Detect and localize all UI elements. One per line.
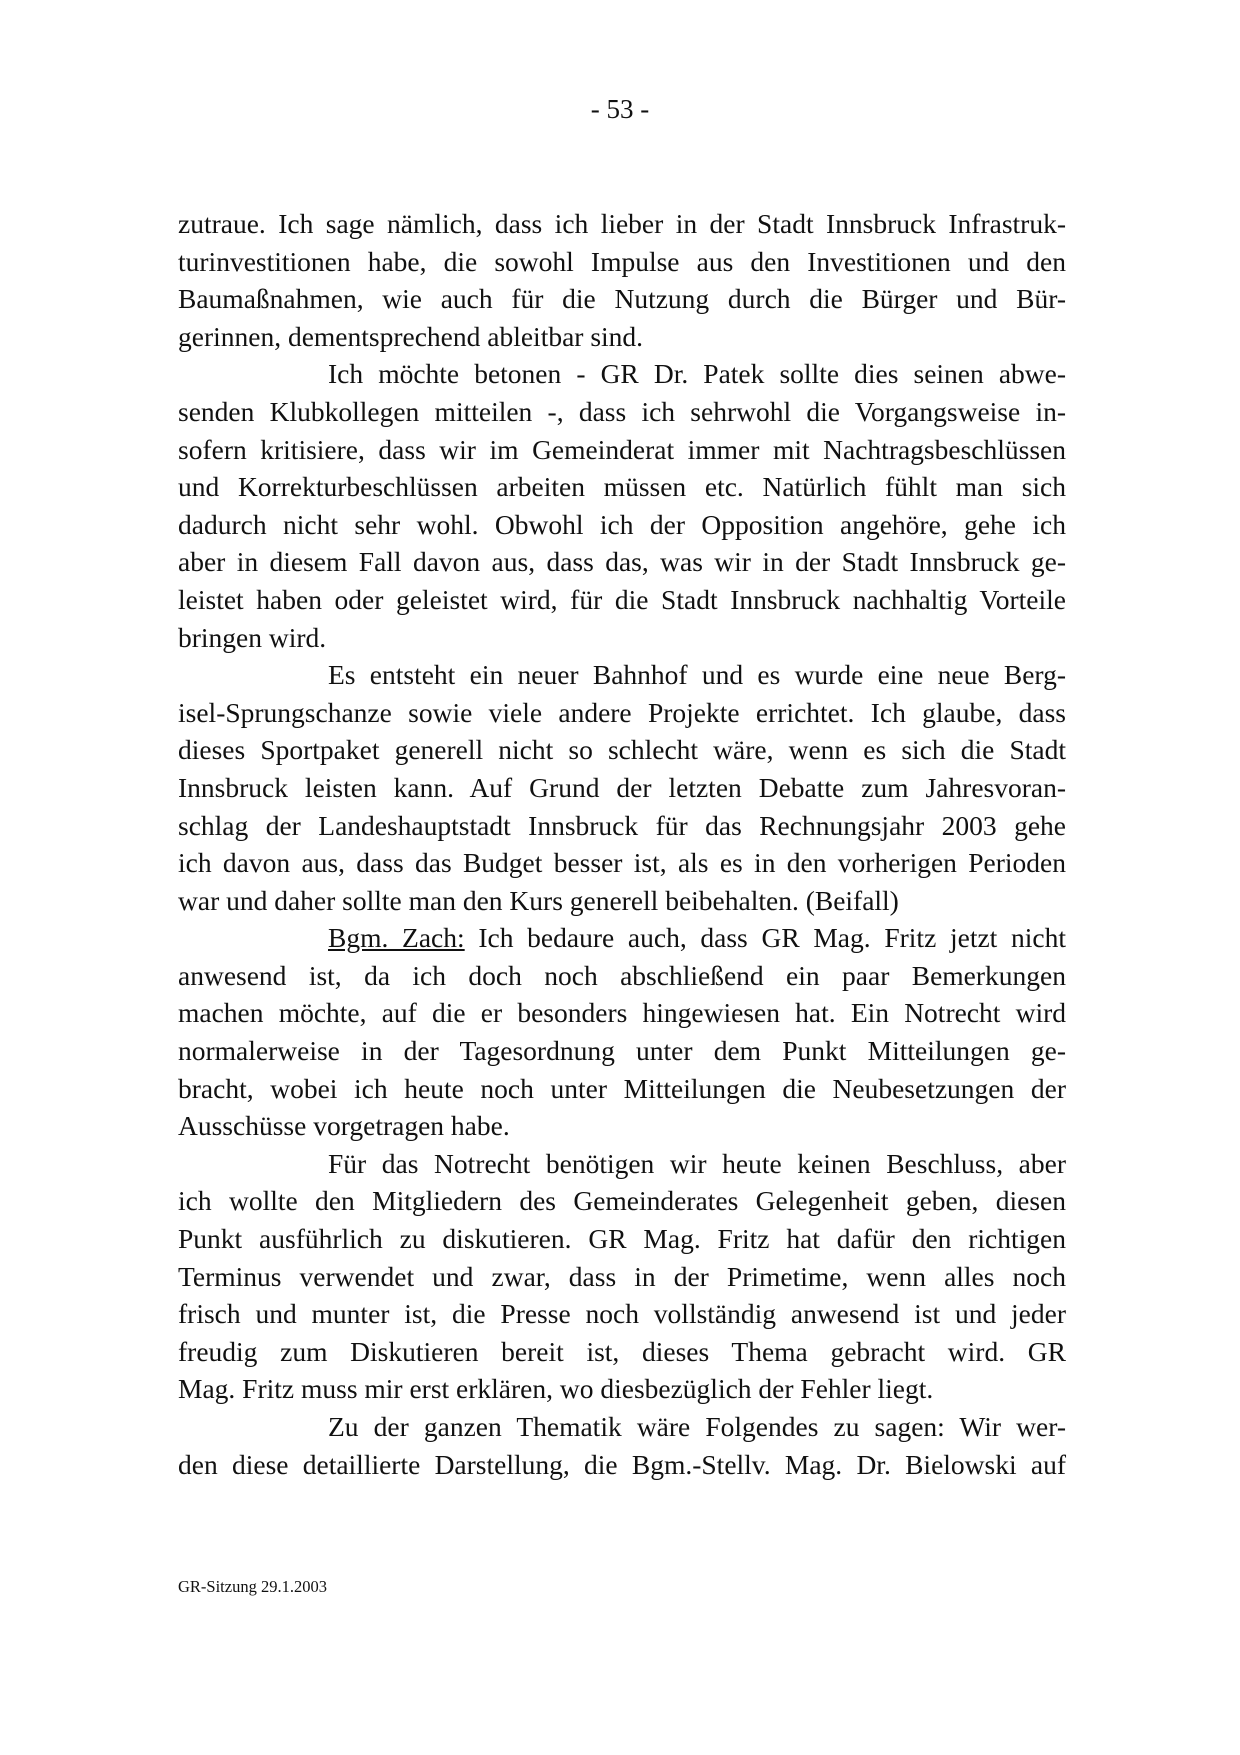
text-line: schlag der Landeshauptstadt Innsbruck für das Rechnungsjahr 2003 gehe — [178, 809, 1066, 841]
paragraph — [178, 355, 1066, 656]
text-line: turinvestitionen habe, die sowohl Impulse aus den Investitionen und den — [178, 245, 1066, 277]
text-line: Zu der ganzen Thematik wäre Folgendes zu sagen: Wir wer- — [328, 1411, 1066, 1442]
text-line: den diese detaillierte Darstellung, die Bgm.-Stellv. Mag. Dr. Bielowski auf — [178, 1448, 1066, 1480]
text-line: Mag. Fritz muss mir erst erklären, wo diesbezüglich der Fehler liegt. — [178, 1373, 934, 1405]
text-line: machen möchte, auf die er besonders hingewiesen hat. Ein Notrecht wird — [178, 997, 1066, 1029]
paragraph — [178, 1145, 1066, 1408]
text-line: Für das Notrecht benötigen wir heute keinen Beschluss, aber — [328, 1147, 1066, 1179]
text-line: gerinnen, dementsprechend ableitbar sind. — [178, 320, 644, 352]
page-footer: GR-Sitzung 29.1.2003 — [178, 1577, 327, 1596]
text-line: ich davon aus, dass das Budget besser ist, als es in den vorherigen Perioden — [178, 847, 1066, 879]
text-line: dadurch nicht sehr wohl. Obwohl ich der Opposition angehöre, gehe ich — [178, 508, 1066, 540]
text-line: bringen wird. — [178, 621, 327, 653]
text-line: bracht, wobei ich heute noch unter Mitteilungen die Neubesetzungen der — [178, 1072, 1066, 1104]
text-line: Baumaßnahmen, wie auch für die Nutzung durch die Bürger und Bür- — [178, 283, 1066, 315]
text-line: freudig zum Diskutieren bereit ist, dieses Thema gebracht wird. GR — [178, 1335, 1066, 1367]
paragraph — [178, 1408, 1066, 1483]
text-line: sofern kritisiere, dass wir im Gemeinderat immer mit Nachtragsbeschlüssen — [178, 433, 1066, 465]
text-line: Punkt ausführlich zu diskutieren. GR Mag. Fritz hat dafür den richtigen — [178, 1223, 1066, 1255]
text-line: normalerweise in der Tagesordnung unter dem Punkt Mitteilungen ge- — [178, 1035, 1066, 1067]
speech-text: Ich bedaure auch, dass GR Mag. Fritz jetzt nicht — [464, 922, 1066, 954]
text-line: war und daher sollte man den Kurs generell beibehalten. (Beifall) — [178, 884, 899, 916]
text-line: Innsbruck leisten kann. Auf Grund der letzten Debatte zum Jahresvoran- — [178, 771, 1066, 803]
text-line: anwesend ist, da ich doch noch abschließend ein paar Bemerkungen — [178, 959, 1066, 991]
text-line: Es entsteht ein neuer Bahnhof und es wurde eine neue Berg- — [328, 659, 1066, 691]
text-line: Ausschüsse vorgetragen habe. — [178, 1110, 510, 1142]
text-line: frisch und munter ist, die Presse noch vollständig anwesend ist und jeder — [178, 1298, 1066, 1330]
text-line: leistet haben oder geleistet wird, für die Stadt Innsbruck nachhaltig Vorteile — [178, 583, 1066, 615]
text-line: isel-Sprungschanze sowie viele andere Projekte errichtet. Ich glaube, dass — [178, 696, 1066, 728]
text-line: zutraue. Ich sage nämlich, dass ich lieber in der Stadt Innsbruck Infrastruk- — [178, 208, 1066, 239]
paragraph — [178, 919, 1066, 1145]
text-line: senden Klubkollegen mitteilen -, dass ich sehrwohl die Vorgangsweise in- — [178, 395, 1066, 427]
text-line: aber in diesem Fall davon aus, dass das, was wir in der Stadt Innsbruck ge- — [178, 546, 1066, 578]
paragraph — [178, 205, 1066, 355]
body-text — [178, 205, 1066, 1483]
text-line: dieses Sportpaket generell nicht so schlecht wäre, wenn es sich die Stadt — [178, 734, 1066, 766]
text-line: Ich möchte betonen - GR Dr. Patek sollte dies seinen abwe- — [328, 358, 1066, 390]
text-line: Terminus verwendet und zwar, dass in der Primetime, wenn alles noch — [178, 1260, 1066, 1292]
text-line: ich wollte den Mitgliedern des Gemeinderates Gelegenheit geben, diesen — [178, 1185, 1066, 1217]
text-line: und Korrekturbeschlüssen arbeiten müssen etc. Natürlich fühlt man sich — [178, 471, 1066, 503]
speaker-name: Bgm. Zach: — [328, 922, 465, 954]
text-line — [178, 919, 1066, 957]
page-number: - 53 - — [590, 94, 650, 124]
paragraph — [178, 656, 1066, 919]
